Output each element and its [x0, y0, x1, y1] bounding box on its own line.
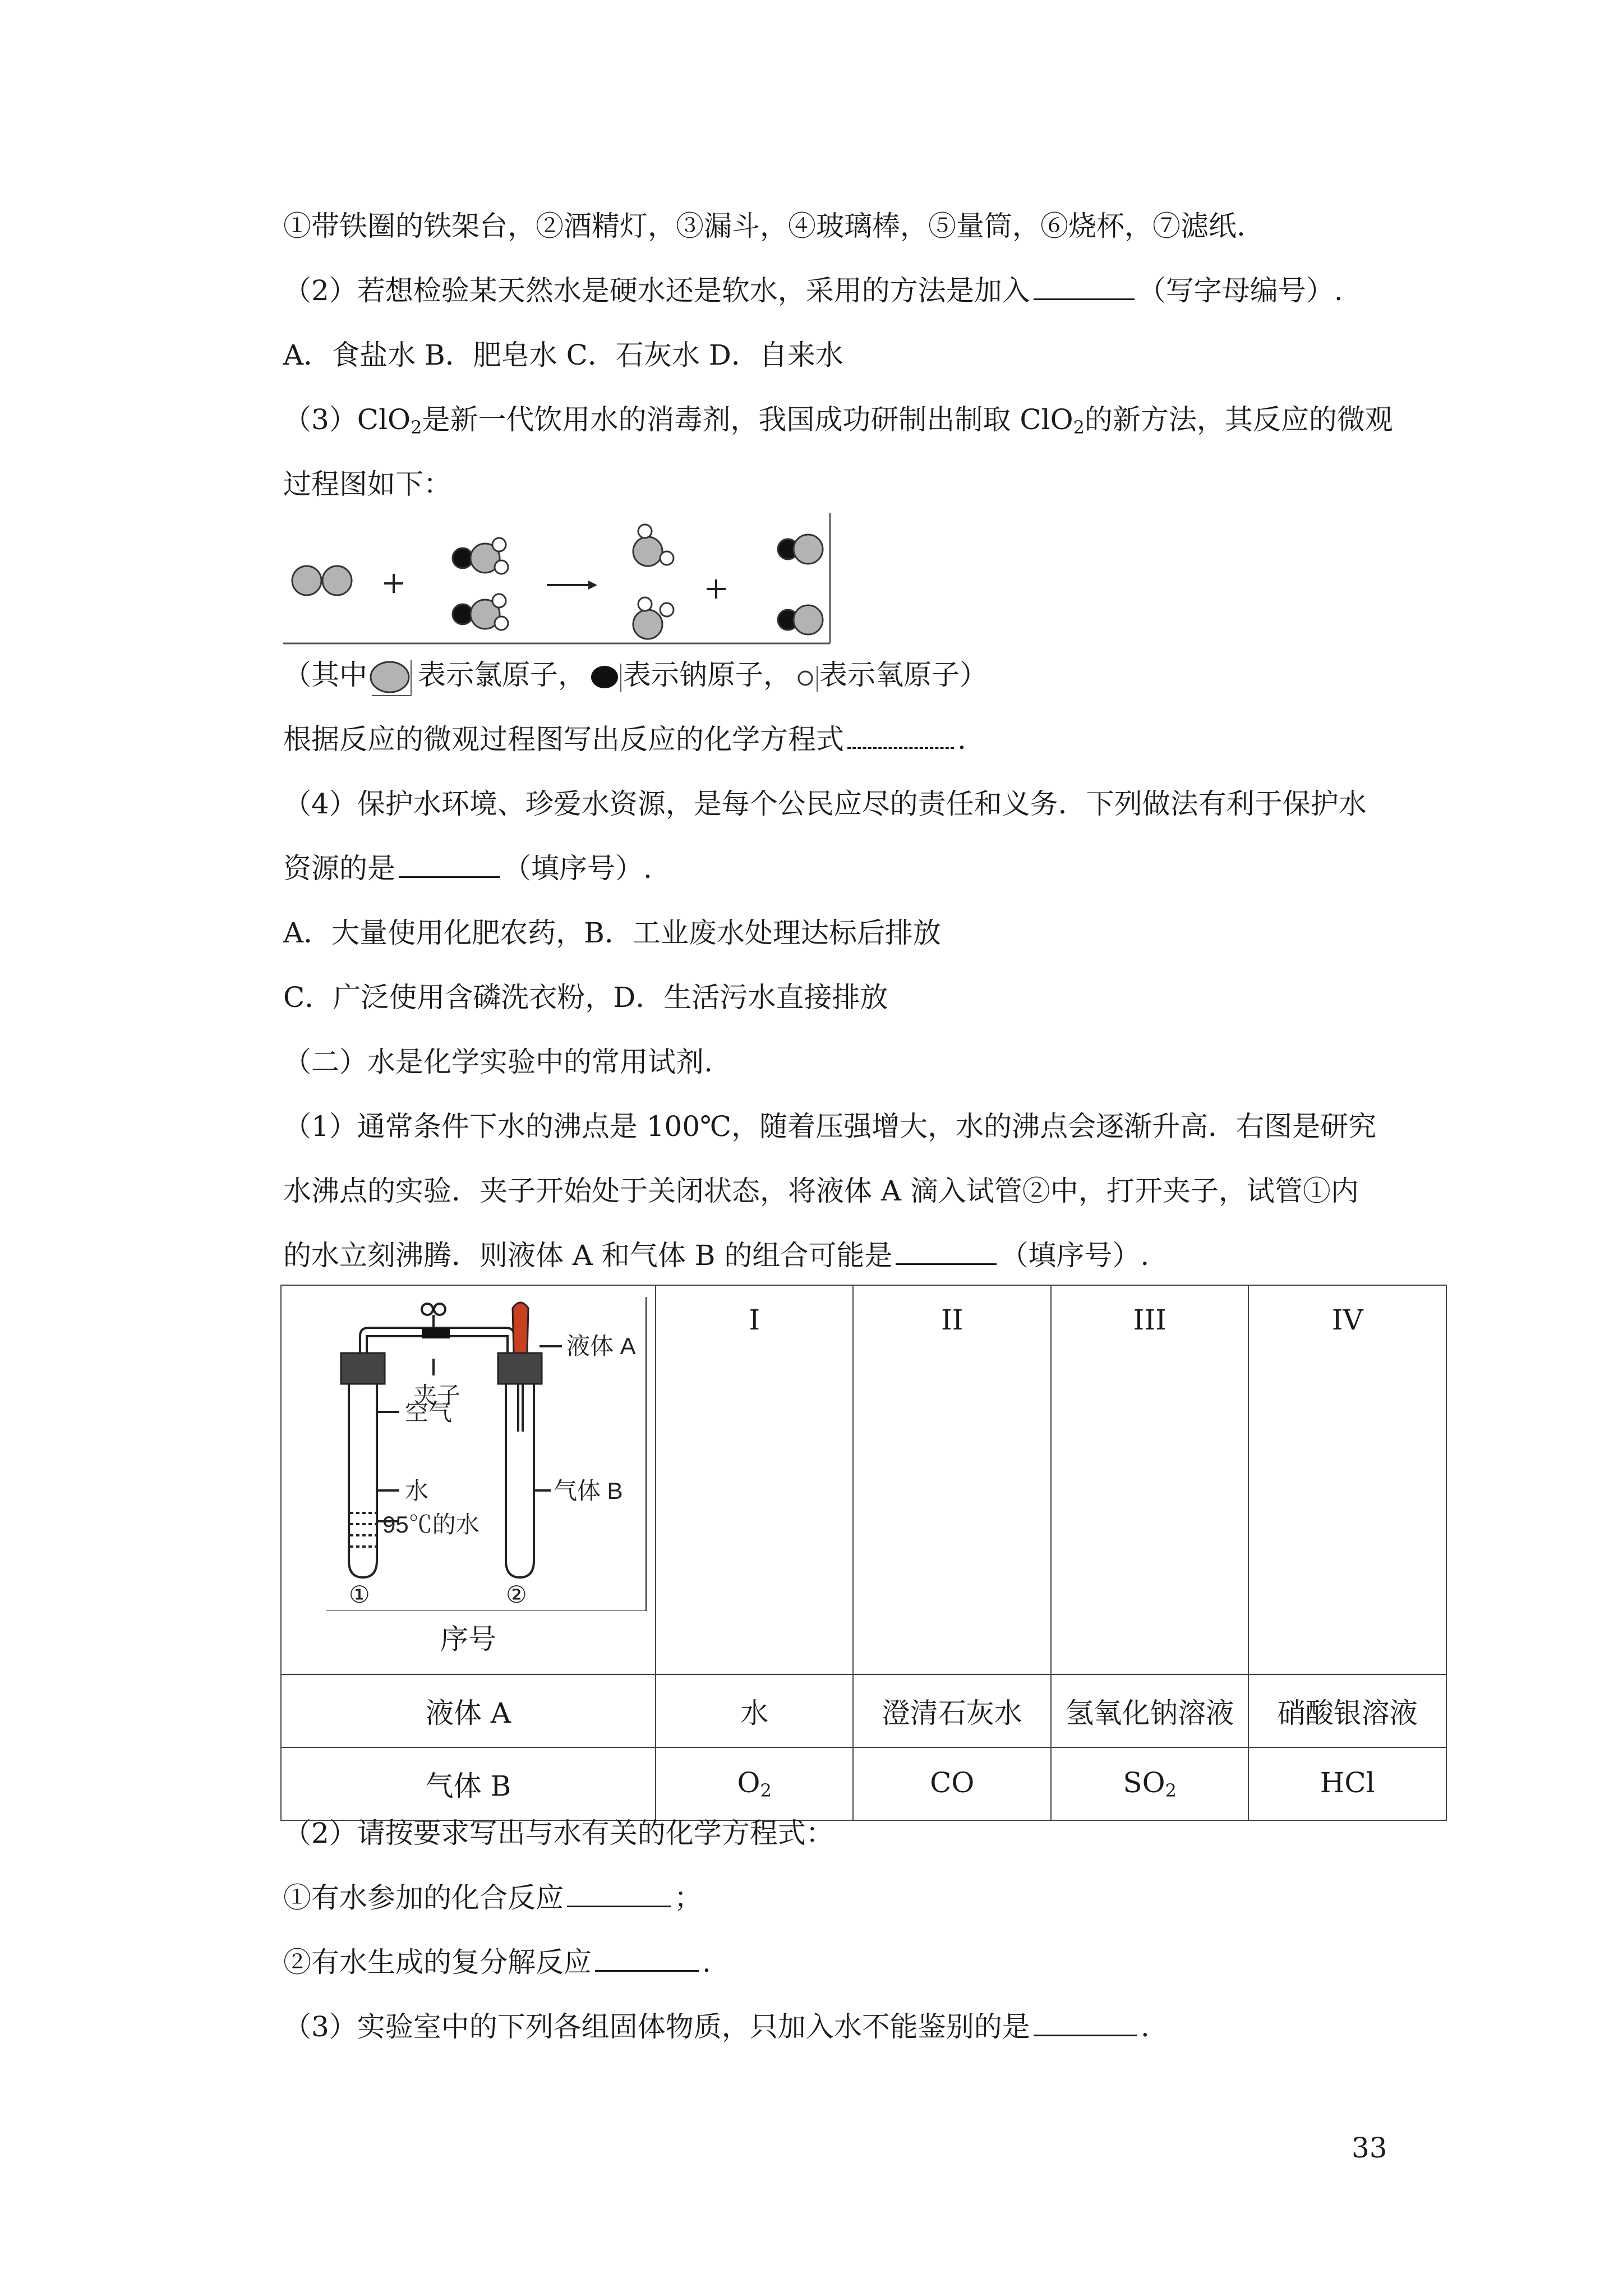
table-cell: CO [853, 1747, 1051, 1820]
page-number: 33 [1352, 2132, 1387, 2164]
answer-blank[interactable] [595, 1944, 699, 1972]
gas-b-label: 气体 B [554, 1478, 623, 1504]
chlorine-atom [794, 605, 823, 634]
chlorine-atom [633, 537, 662, 566]
column-header-3: III [1051, 1285, 1249, 1674]
oxygen-atom [638, 524, 652, 538]
clamp-label: 夹子 [413, 1382, 461, 1409]
chlorine-atom [633, 610, 662, 639]
question-4: （4）保护水环境、珍爱水资源，是每个公民应尽的责任和义务．下列做法有利于保护水 [283, 788, 1367, 820]
table-cell: 水 [656, 1674, 854, 1747]
oxygen-atom [660, 603, 674, 616]
oxygen-legend-icon [791, 660, 819, 694]
question-3: （3）ClO$_2$是新一代饮用水的消毒剂，我国成功研制出制取 ClO$_2$的新方法，其反应的微观 [283, 403, 1393, 438]
row-label-liquid-a: 液体 A [281, 1674, 656, 1747]
answer-blank[interactable] [567, 1880, 671, 1907]
question-3-equation: 根据反应的微观过程图写出反应的化学方程式 . [283, 721, 966, 758]
answer-blank[interactable] [896, 1237, 997, 1265]
question-3-cont: 过程图如下： [283, 468, 451, 500]
table-cell: 硝酸银溶液 [1248, 1674, 1446, 1747]
answer-blank[interactable] [1034, 2009, 1137, 2036]
part-two-q2: （2）请按要求写出与水有关的化学方程式： [283, 1817, 834, 1849]
chlorine-atom [794, 535, 823, 564]
chlorine-atom [322, 566, 352, 595]
table-corner-label: 序号 [440, 1623, 496, 1655]
oxygen-atom [492, 594, 506, 608]
table-row-gas-b [281, 1747, 1446, 1820]
chlorine-legend-icon [367, 657, 418, 697]
table-cell: 氢氧化钠溶液 [1051, 1674, 1249, 1747]
air-label: 空气 [405, 1399, 453, 1425]
tube-1-label: ① [349, 1581, 370, 1608]
oxygen-atom [660, 551, 674, 565]
liquid-a-label: 液体 A [566, 1333, 636, 1359]
answer-blank[interactable] [847, 721, 954, 749]
column-header-1: I [656, 1285, 854, 1674]
oxygen-atom [638, 597, 652, 611]
question-2-options: A．食盐水 B．肥皂水 C．石灰水 D．自来水 [283, 339, 843, 371]
boiling-apparatus-diagram [315, 1297, 652, 1611]
row-label-gas-b: 气体 B [281, 1747, 656, 1820]
answer-blank[interactable] [399, 850, 500, 878]
part-two-q2-1: ①有水参加的化合反应 ； [283, 1879, 702, 1916]
arrow-head-icon [588, 581, 597, 590]
table-cell: HCl [1248, 1747, 1446, 1820]
part-two-q3: （3）实验室中的下列各组固体物质，只加入水不能鉴别的是 . [283, 2008, 1150, 2045]
table-header-row [281, 1285, 1446, 1674]
table-corner-cell [281, 1285, 656, 1674]
oxygen-atom [492, 538, 506, 551]
hot-water-label: 95℃的水 [382, 1511, 479, 1538]
chlorine-atom [292, 566, 321, 595]
data-table [280, 1285, 1447, 1821]
part-two-heading: （二）水是化学实验中的常用试剂. [283, 1046, 713, 1078]
reaction-diagram [283, 513, 833, 648]
table-cell: $SO_2$ [1051, 1747, 1249, 1820]
question-4-options-2: C．广泛使用含磷洗衣粉，D．生活污水直接排放 [283, 981, 888, 1014]
tube-2-label: ② [506, 1581, 527, 1608]
column-header-2: II [853, 1285, 1051, 1674]
part-two-q1-cont2: 的水立刻沸腾．则液体 A 和气体 B 的组合可能是 （填序号）. [283, 1237, 1149, 1274]
legend: （其中 表示氯原子， 表示钠原子， 表示氧原子） [283, 656, 988, 697]
oxygen-atom [495, 560, 508, 574]
water-label: 水 [405, 1478, 429, 1504]
equipment-list: ①带铁圈的铁架台，②酒精灯，③漏斗，④玻璃棒，⑤量筒，⑥烧杯，⑦滤纸. [283, 210, 1246, 242]
column-header-4: IV [1248, 1285, 1446, 1674]
part-two-q1: （1）通常条件下水的沸点是 100℃，随着压强增大，水的沸点会逐渐升高．右图是研究 [283, 1110, 1377, 1143]
question-4-options-1: A．大量使用化肥农药，B．工业废水处理达标后排放 [283, 917, 941, 949]
part-two-q2-2: ②有水生成的复分解反应 . [283, 1944, 711, 1981]
part-two-q1-cont: 水沸点的实验．夹子开始处于关闭状态，将液体 A 滴入试管②中，打开夹子，试管①内 [283, 1175, 1359, 1207]
table-cell: $O_2$ [656, 1747, 854, 1820]
answer-blank[interactable] [1034, 273, 1135, 300]
question-4-cont: 资源的是 （填序号）. [283, 850, 652, 887]
table-cell: 澄清石灰水 [853, 1674, 1051, 1747]
sodium-legend-icon [586, 660, 623, 694]
table-row-liquid-a [281, 1674, 1446, 1747]
question-2: （2）若想检验某天然水是硬水还是软水，采用的方法是加入 （写字母编号）. [283, 272, 1343, 309]
oxygen-atom [495, 616, 508, 630]
